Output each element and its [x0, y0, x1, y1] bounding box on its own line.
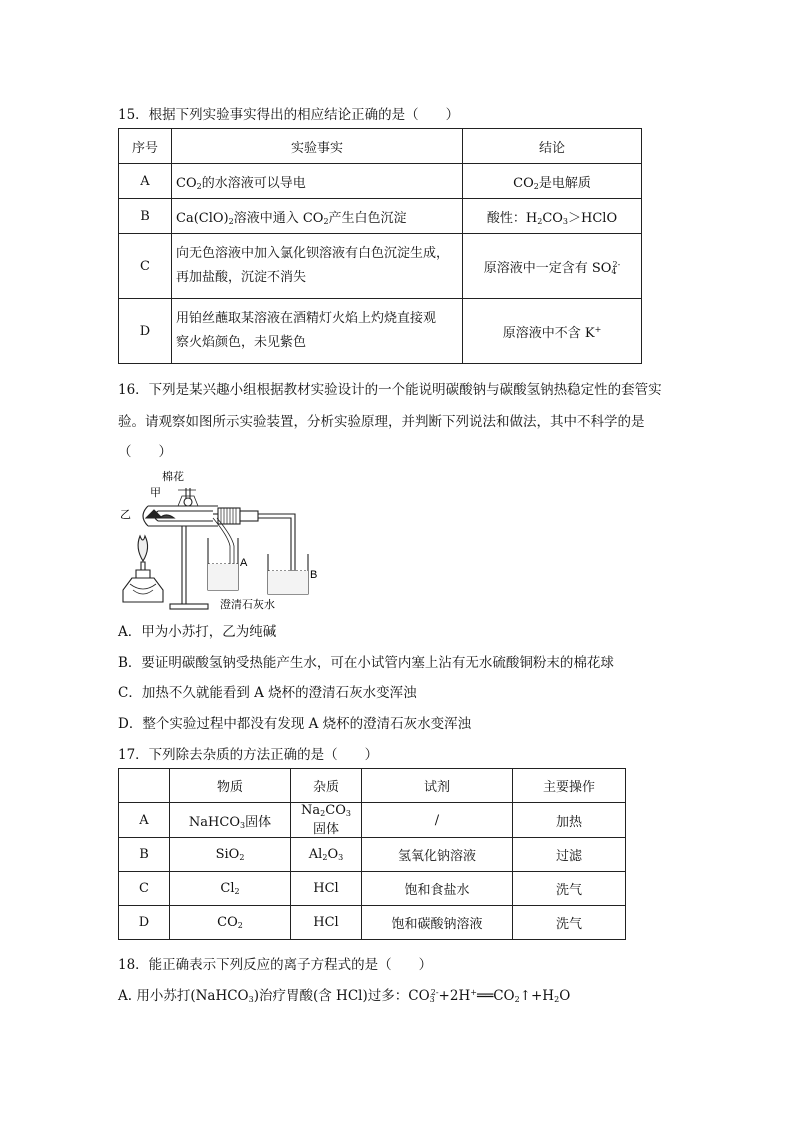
row-impurity: $Na_2CO_3$固体: [291, 803, 362, 838]
q16-option-b: B．要证明碳酸氢钠受热能产生水，可在小试管内塞上沾有无水硫酸铜粉末的棉花球: [118, 655, 614, 671]
header-impurity: 杂质: [291, 769, 362, 803]
q18-option-a: A. 用小苏打(NaHCO$_3$)治疗胃酸(含 HCl)过多：$CO_3^{2-}+2H^+══CO_2↑+H_2O$: [118, 988, 571, 1004]
q16-option-d: D．整个实验过程中都没有发现 A 烧杯的澄清石灰水变浑浊: [118, 716, 472, 732]
q15-stem: 15．根据下列实验事实得出的相应结论正确的是（ ）: [118, 107, 460, 123]
table-row: [119, 838, 626, 872]
table-row: [119, 299, 642, 364]
row-reagent: /: [362, 803, 513, 838]
row-impurity: HCl: [291, 906, 362, 940]
header-blank: [119, 769, 170, 803]
row-substance: NaHCO$_3$固体: [170, 803, 291, 838]
row-id: C: [119, 234, 172, 299]
row-conclusion: 原溶液中不含 K+: [463, 299, 642, 364]
table-row: [119, 872, 626, 906]
table-header-row: [119, 129, 642, 164]
table-header-row: [119, 769, 626, 803]
apparatus-figure: [118, 466, 328, 614]
q16-stem-line2: 验。请观察如图所示实验装置，分析实验原理，并判断下列说法和做法，其中不科学的是: [118, 414, 645, 430]
row-id: D: [119, 906, 170, 940]
row-operation: 过滤: [513, 838, 626, 872]
label-jia: 甲: [150, 487, 161, 499]
header-fact: 实验事实: [172, 129, 463, 164]
q16-option-a: A．甲为小苏打，乙为纯碱: [118, 624, 277, 640]
row-impurity: HCl: [291, 872, 362, 906]
header-conclusion: 结论: [463, 129, 642, 164]
row-id: B: [119, 199, 172, 234]
row-operation: 洗气: [513, 906, 626, 940]
table-row: [119, 234, 642, 299]
row-id: D: [119, 299, 172, 364]
label-beaker-b: B: [310, 569, 318, 581]
row-reagent: 饱和碳酸钠溶液: [362, 906, 513, 940]
header-reagent: 试剂: [362, 769, 513, 803]
row-substance: $CO_2$: [170, 906, 291, 940]
q17-stem: 17．下列除去杂质的方法正确的是（ ）: [118, 747, 379, 763]
row-reagent: 氢氧化钠溶液: [362, 838, 513, 872]
table-row: [119, 164, 642, 199]
row-fact: 向无色溶液中加入氯化钡溶液有白色沉淀生成， 再加盐酸，沉淀不消失: [172, 234, 463, 299]
row-operation: 洗气: [513, 872, 626, 906]
label-cotton: 棉花: [162, 471, 184, 483]
row-reagent: 饱和食盐水: [362, 872, 513, 906]
row-substance: $Cl_2$: [170, 872, 291, 906]
row-conclusion: 酸性：$H_2CO_3>HClO$: [463, 199, 642, 234]
row-id: C: [119, 872, 170, 906]
header-substance: 物质: [170, 769, 291, 803]
table-row: [119, 906, 626, 940]
row-fact: $Ca(ClO)_2$溶液中通入 $CO_2$产生白色沉淀: [172, 199, 463, 234]
row-id: B: [119, 838, 170, 872]
table-row: [119, 199, 642, 234]
label-beaker-a: A: [240, 557, 248, 569]
row-fact: 用铂丝蘸取某溶液在酒精灯火焰上灼烧直接观 察火焰颜色，未见紫色: [172, 299, 463, 364]
q17-table: [118, 768, 626, 940]
q16-stem-line3: （ ）: [118, 444, 172, 460]
header-id: 序号: [119, 129, 172, 164]
q15-table: [118, 128, 642, 364]
row-id: A: [119, 803, 170, 838]
row-impurity: $Al_2O_3$: [291, 838, 362, 872]
label-yi: 乙: [120, 509, 131, 521]
row-substance: SiO$_2$: [170, 838, 291, 872]
header-operation: 主要操作: [513, 769, 626, 803]
table-row: [119, 803, 626, 838]
row-fact: $CO_2$的水溶液可以导电: [172, 164, 463, 199]
row-conclusion: $CO_2$是电解质: [463, 164, 642, 199]
q16-stem-line1: 16．下列是某兴趣小组根据教材实验设计的一个能说明碳酸钠与碳酸氢钠热稳定性的套管实: [118, 382, 662, 398]
q18-stem: 18．能正确表示下列反应的离子方程式的是（ ）: [118, 957, 433, 973]
q16-option-c: C．加热不久就能看到 A 烧杯的澄清石灰水变浑浊: [118, 685, 417, 701]
row-operation: 加热: [513, 803, 626, 838]
row-conclusion: 原溶液中一定含有 $SO_4^{2-}$: [463, 234, 642, 299]
row-id: A: [119, 164, 172, 199]
label-limewater: 澄清石灰水: [220, 599, 275, 611]
